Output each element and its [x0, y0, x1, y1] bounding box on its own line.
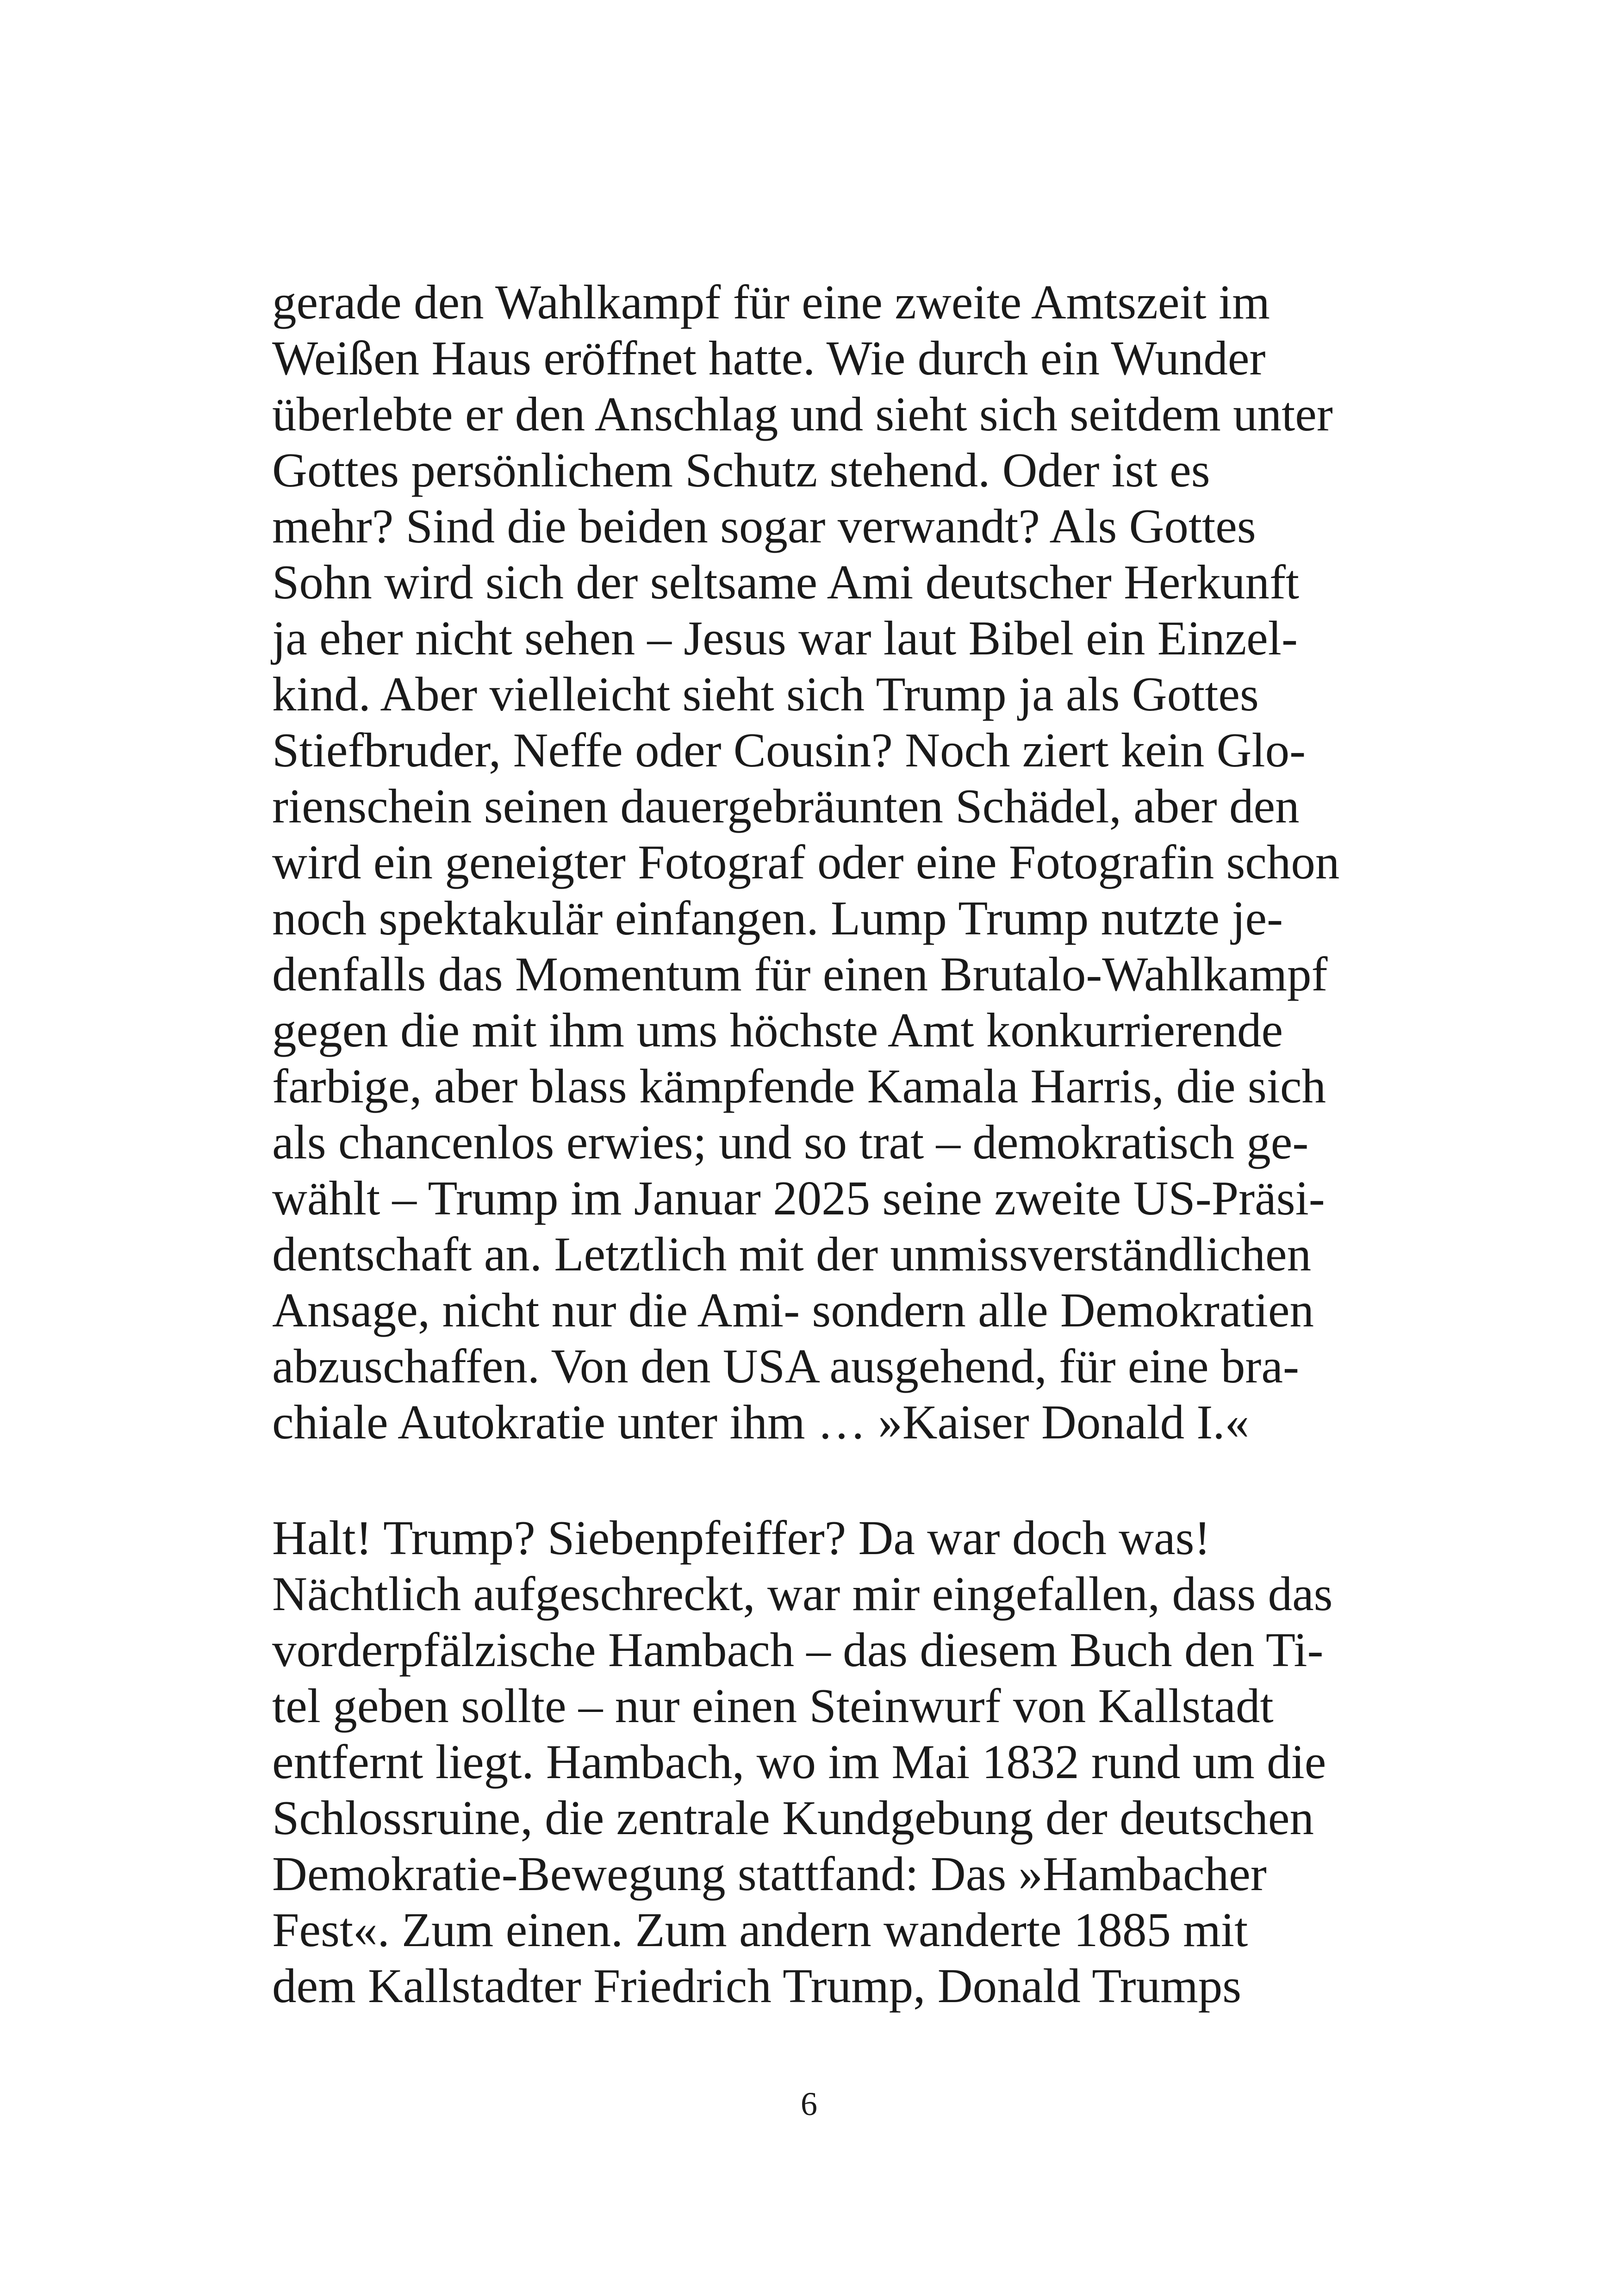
text-line: Fest«. Zum einen. Zum andern wanderte 1885 mit — [272, 1903, 1248, 1957]
text-line: gegen die mit ihm ums höchste Amt konkurrierende — [272, 1003, 1283, 1057]
text-line: Halt! Trump? Siebenpfeiffer? Da war doch was! — [272, 1511, 1211, 1565]
text-line: wird ein geneigter Fotograf oder eine Fotografin schon — [272, 835, 1340, 889]
text-line: Demokratie-Bewegung stattfand: Das »Hambacher — [272, 1847, 1267, 1901]
text-line: abzuschaffen. Von den USA ausgehend, für eine bra- — [272, 1339, 1299, 1393]
text-line: dem Kallstadter Friedrich Trump, Donald Trumps — [272, 1959, 1242, 2013]
text-line: gerade den Wahlkampf für eine zweite Amtszeit im — [272, 275, 1270, 329]
text-line: entfernt liegt. Hambach, wo im Mai 1832 rund um die — [272, 1735, 1326, 1789]
text-line: tel geben sollte – nur einen Steinwurf von Kallstadt — [272, 1679, 1274, 1733]
page-number: 6 — [801, 2085, 817, 2122]
paragraph-1 — [272, 274, 1392, 1450]
text-line: Stiefbruder, Neffe oder Cousin? Noch ziert kein Glo- — [272, 723, 1306, 777]
text-line: dentschaft an. Letztlich mit der unmissverständlichen — [272, 1227, 1312, 1281]
text-line: wählt – Trump im Januar 2025 seine zweite US-Präsi- — [272, 1171, 1325, 1225]
text-line: mehr? Sind die beiden sogar verwandt? Als Gottes — [272, 499, 1256, 553]
text-line: noch spektakulär einfangen. Lump Trump nutzte je- — [272, 891, 1283, 945]
text-line: Schlossruine, die zentrale Kundgebung der deutschen — [272, 1791, 1314, 1845]
text-line: ja eher nicht sehen – Jesus war laut Bibel ein Einzel- — [272, 611, 1298, 665]
text-line: kind. Aber vielleicht sieht sich Trump ja als Gottes — [272, 667, 1259, 721]
text-line: rienschein seinen dauergebräunten Schädel, aber den — [272, 779, 1300, 833]
text-line: chiale Autokratie unter ihm … »Kaiser Donald I.« — [272, 1395, 1250, 1449]
text-line: vorderpfälzische Hambach – das diesem Buch den Ti- — [272, 1623, 1324, 1677]
text-line: überlebte er den Anschlag und sieht sich seitdem unter — [272, 387, 1333, 441]
text-line: als chancenlos erwies; und so trat – demokratisch ge- — [272, 1115, 1309, 1169]
paragraph-2 — [272, 1510, 1392, 2014]
text-line: Nächtlich aufgeschreckt, war mir eingefallen, dass das — [272, 1567, 1333, 1621]
text-line: farbige, aber blass kämpfende Kamala Harris, die sich — [272, 1059, 1326, 1113]
text-line: Sohn wird sich der seltsame Ami deutscher Herkunft — [272, 555, 1300, 609]
text-line: Weißen Haus eröffnet hatte. Wie durch ein Wunder — [272, 331, 1266, 385]
text-line: Ansage, nicht nur die Ami- sondern alle Demokratien — [272, 1283, 1314, 1337]
text-line: denfalls das Momentum für einen Brutalo-Wahlkampf — [272, 947, 1328, 1001]
text-line: Gottes persönlichem Schutz stehend. Oder ist es — [272, 443, 1210, 497]
